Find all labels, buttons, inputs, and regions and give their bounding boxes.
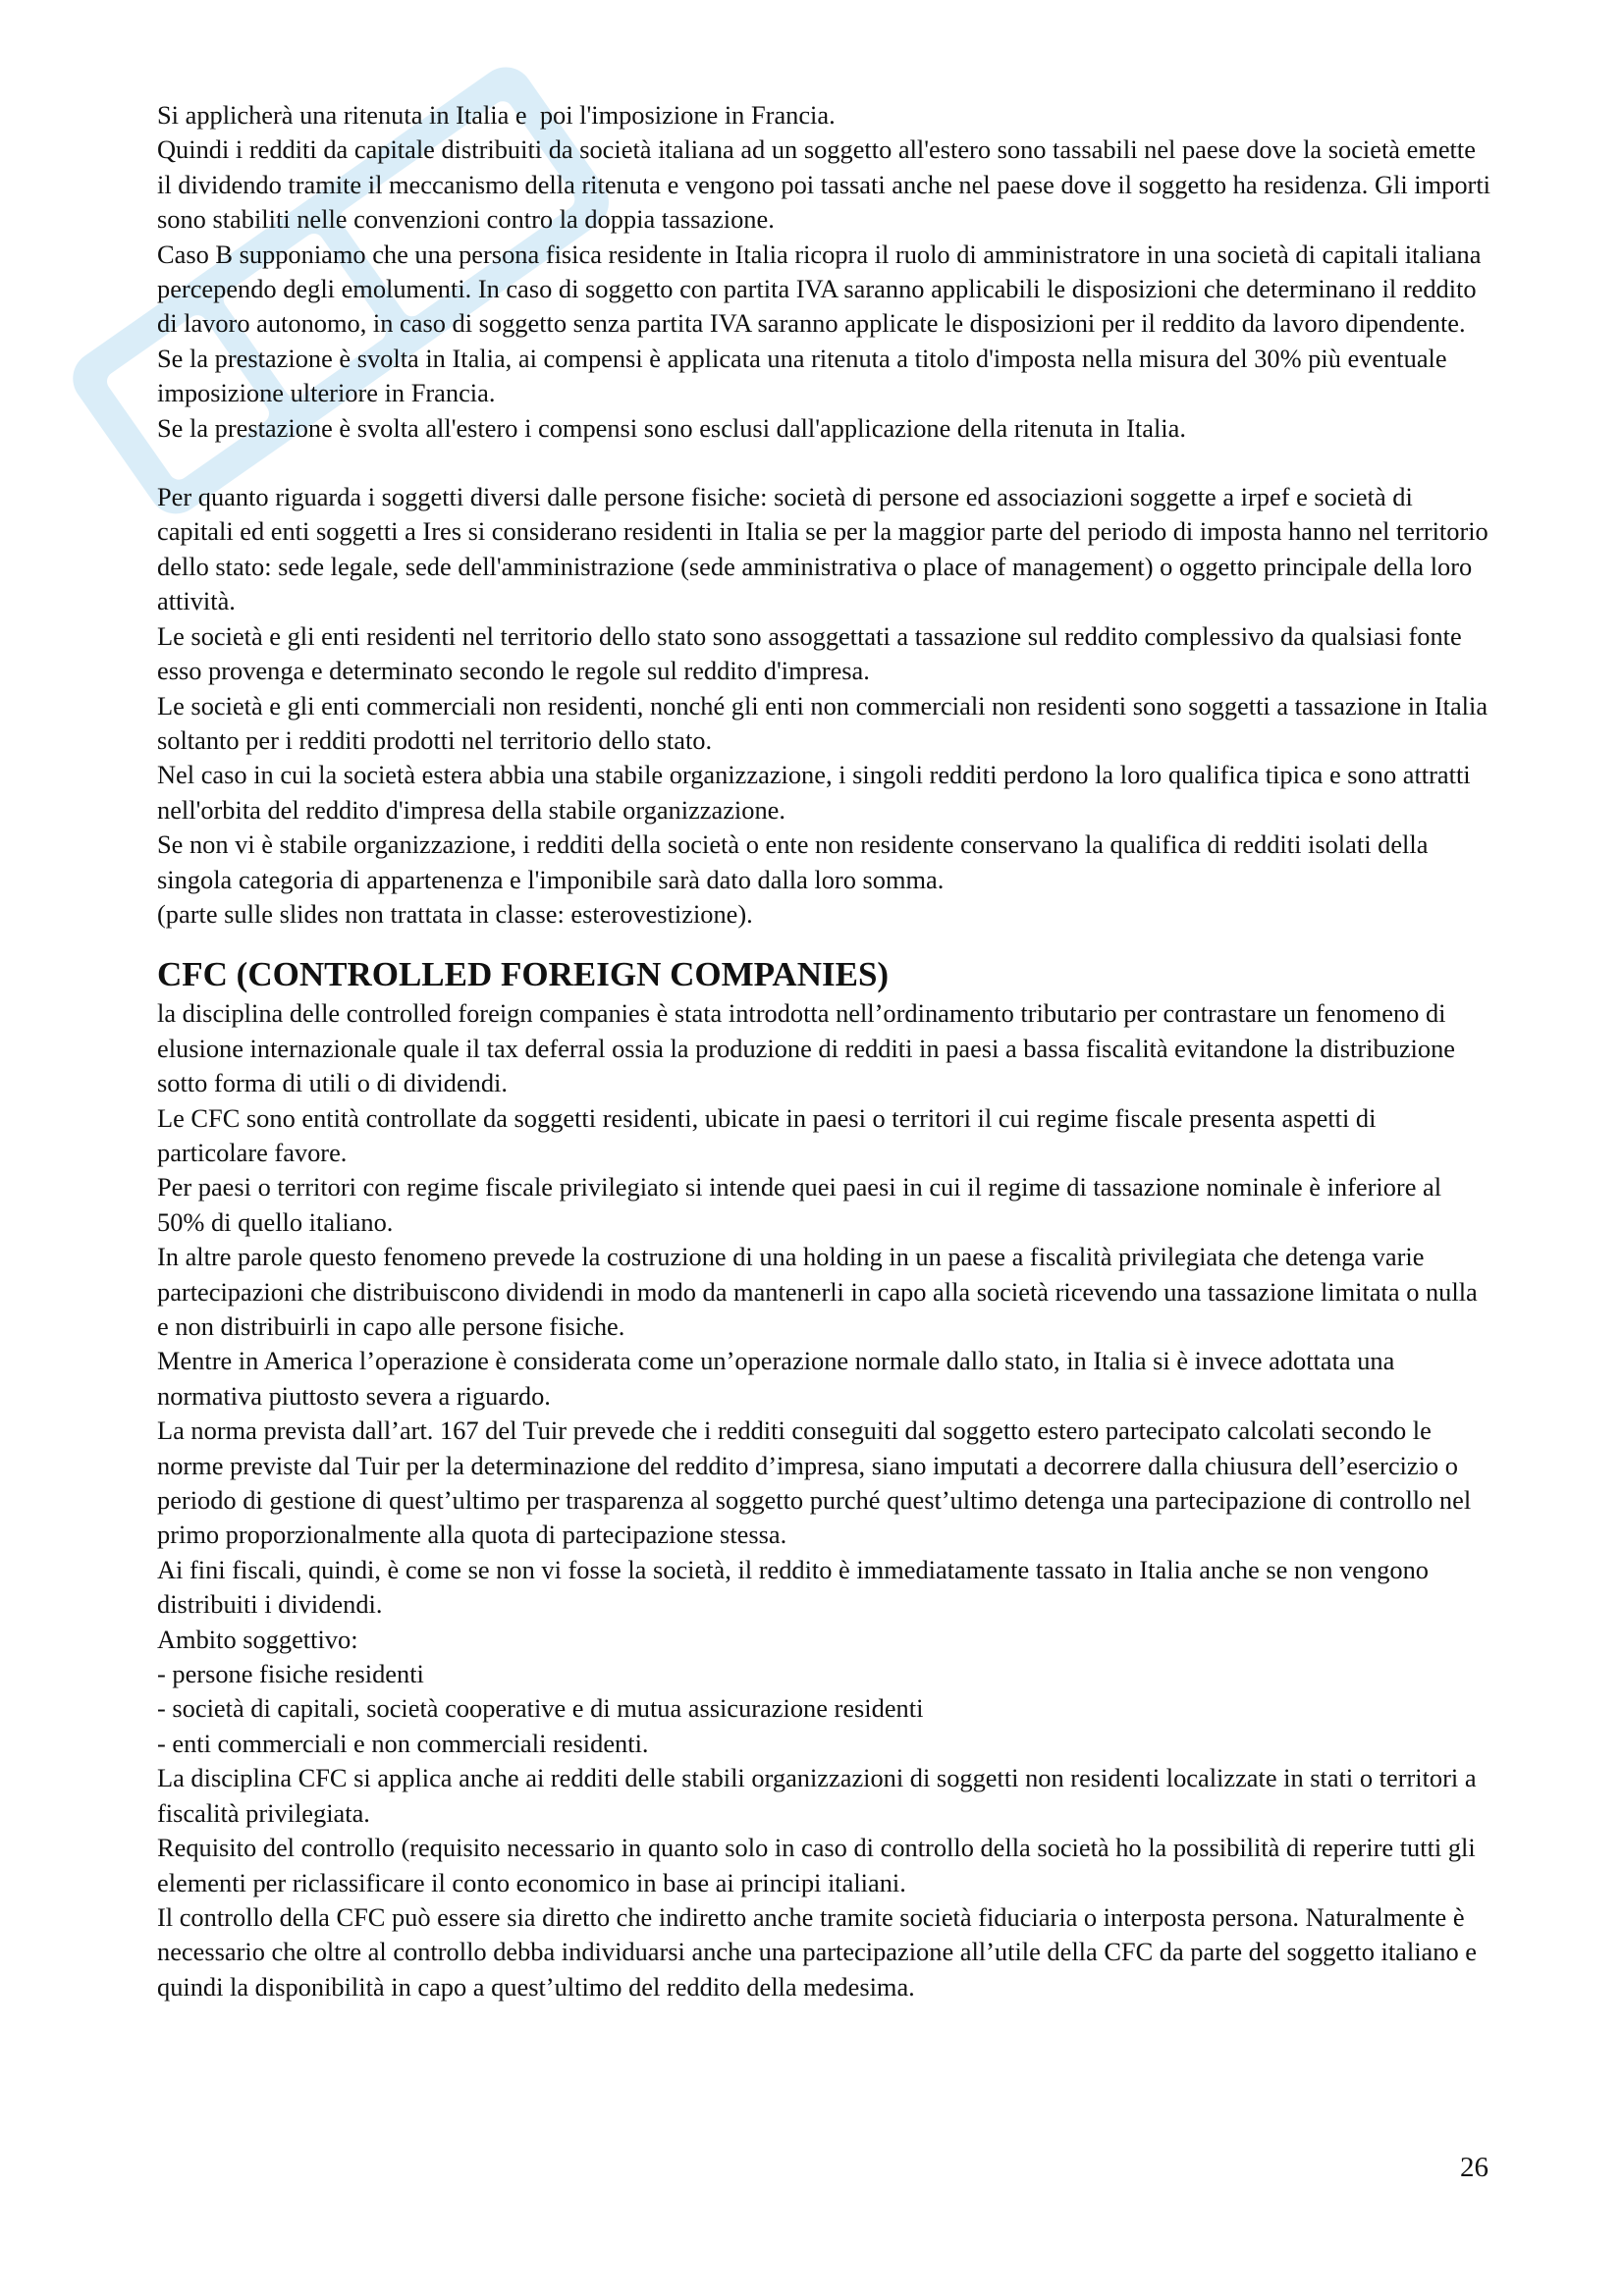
- paragraph: Per quanto riguarda i soggetti diversi dalle persone fisiche: società di persone ed associazioni soggette a irpef e società di capitali ed enti soggetti a Ires si considerano residenti in Italia se per la maggior parte del periodo di imposta hanno nel territorio dello stato: sede legale, sede dell'amministrazione (sede amministrativa o place of management) o oggetto principale della loro attività.: [157, 482, 1495, 616]
- page-number: 26: [1460, 2152, 1488, 2183]
- paragraph: Se non vi è stabile organizzazione, i redditi della società o ente non residente conservano la qualifica di redditi isolati della singola categoria di appartenenza e l'imponibile sarà dato dalla loro somma.: [157, 829, 1435, 894]
- paragraph: Il controllo della CFC può essere sia diretto che indiretto anche tramite società fiduciaria o interposta persona. Naturalmente è necessario che oltre al controllo debba individuarsi anche una partecipazione all’utile della CFC da parte del soggetto italiano e quindi la disponibilità in capo a quest’ultimo del reddito della medesima.: [157, 1901, 1484, 2002]
- paragraph: la disciplina delle controlled foreign companies è stata introdotta nell’ordinamento tributario per contrastare un fenomeno di elusione internazionale quale il tax deferral ossia la produzione di redditi in paesi a bassa fiscalità evitandone la distribuzione sotto forma di utili o di dividendi.: [157, 998, 1462, 1098]
- paragraph: La disciplina CFC si applica anche ai redditi delle stabili organizzazioni di soggetti non residenti localizzate in stati o territori a fiscalità privilegiata.: [157, 1763, 1484, 1828]
- paragraph: Caso B supponiamo che una persona fisica residente in Italia ricopra il ruolo di amministratore in una società di capitali italiana percependo degli emolumenti. In caso di soggetto con partita IVA saranno applicabili le disposizioni che determinano il reddito di lavoro autonomo, in caso di soggetto senza partita IVA saranno applicate le disposizioni per il reddito da lavoro dipendente.: [157, 239, 1488, 339]
- section-non-natural-persons: [157, 480, 1495, 932]
- document-page: [157, 98, 1497, 2004]
- paragraph: La norma prevista dall’art. 167 del Tuir prevede che i redditi conseguiti dal soggetto estero partecipato calcolati secondo le norme previste dal Tuir per la determinazione del reddito d’impresa, siano imputati a decorrere dalla chiusura dell’esercizio o periodo di gestione di quest’ultimo per trasparenza al soggetto purché quest’ultimo detenga una partecipazione di controllo nel primo proporzionalmente alla quota di partecipazione stessa.: [157, 1415, 1478, 1550]
- paragraph: Si applicherà una ritenuta in Italia e poi l'imposizione in Francia.: [157, 100, 836, 130]
- paragraph: Ai fini fiscali, quindi, è come se non vi fosse la società, il reddito è immediatamente tassato in Italia anche se non vengono distribuiti i dividendi.: [157, 1554, 1435, 1620]
- paragraph: Nel caso in cui la società estera abbia una stabile organizzazione, i singoli redditi perdono la loro qualifica tipica e sono attratti nell'orbita del reddito d'impresa della stabile organizzazione.: [157, 760, 1478, 825]
- list-item: - società di capitali, società cooperative e di mutua assicurazione residenti: [157, 1693, 924, 1724]
- list-item: - persone fisiche residenti: [157, 1659, 424, 1689]
- paragraph: Se la prestazione è svolta in Italia, ai compensi è applicata una ritenuta a titolo d'imposta nella misura del 30% più eventuale imposizione ulteriore in Francia.: [157, 343, 1454, 408]
- section-cfc: [157, 996, 1492, 2004]
- paragraph: Mentre in America l’operazione è considerata come un’operazione normale dallo stato, in Italia si è invece adottata una normativa piuttosto severa a riguardo.: [157, 1346, 1401, 1411]
- paragraph: Se la prestazione è svolta all'estero i compensi sono esclusi dall'applicazione della ritenuta in Italia.: [157, 412, 1186, 443]
- paragraph: (parte sulle slides non trattata in classe: esterovestizione).: [157, 898, 753, 929]
- list-item: - enti commerciali e non commerciali residenti.: [157, 1728, 649, 1758]
- list-heading: Ambito soggettivo:: [157, 1624, 358, 1654]
- paragraph-gap: [157, 446, 1492, 480]
- paragraph: In altre parole questo fenomeno prevede la costruzione di una holding in un paese a fiscalità privilegiata che detenga varie partecipazioni che distribuiscono dividendi in modo da mantenerli in capo alla società ricevendo una tassazione limitata o nulla e non distribuirli in capo alle persone fisiche.: [157, 1242, 1485, 1341]
- paragraph: Le società e gli enti commerciali non residenti, nonché gli enti non commerciali non residenti sono soggetti a tassazione in Italia soltanto per i redditi prodotti nel territorio dello stato.: [157, 690, 1494, 755]
- paragraph: Le CFC sono entità controllate da soggetti residenti, ubicate in paesi o territori il cui regime fiscale presenta aspetti di particolare favore.: [157, 1102, 1383, 1167]
- paragraph: Requisito del controllo (requisito necessario in quanto solo in caso di controllo della società ho la possibilità di reperire tutti gli elementi per riclassificare il conto economico in base ai principi italiani.: [157, 1833, 1483, 1897]
- paragraph: Le società e gli enti residenti nel territorio dello stato sono assoggettati a tassazione sul reddito complessivo da qualsiasi fonte esso provenga e determinato secondo le regole sul reddito d'impresa.: [157, 620, 1469, 686]
- section-double-taxation: [157, 98, 1497, 446]
- paragraph: Per paesi o territori con regime fiscale privilegiato si intende quei paesi in cui il regime di tassazione nominale è inferiore al 50% di quello italiano.: [157, 1172, 1448, 1237]
- paragraph: Quindi i redditi da capitale distribuiti da società italiana ad un soggetto all'estero sono tassabili nel paese dove la società emette il dividendo tramite il meccanismo della ritenuta e vengono poi tassati anche nel paese dove il soggetto ha residenza. Gli importi sono stabiliti nelle convenzioni contro la doppia tassazione.: [157, 134, 1497, 235]
- section-heading: CFC (CONTROLLED FOREIGN COMPANIES): [157, 955, 890, 994]
- heading-gap: [157, 932, 1492, 953]
